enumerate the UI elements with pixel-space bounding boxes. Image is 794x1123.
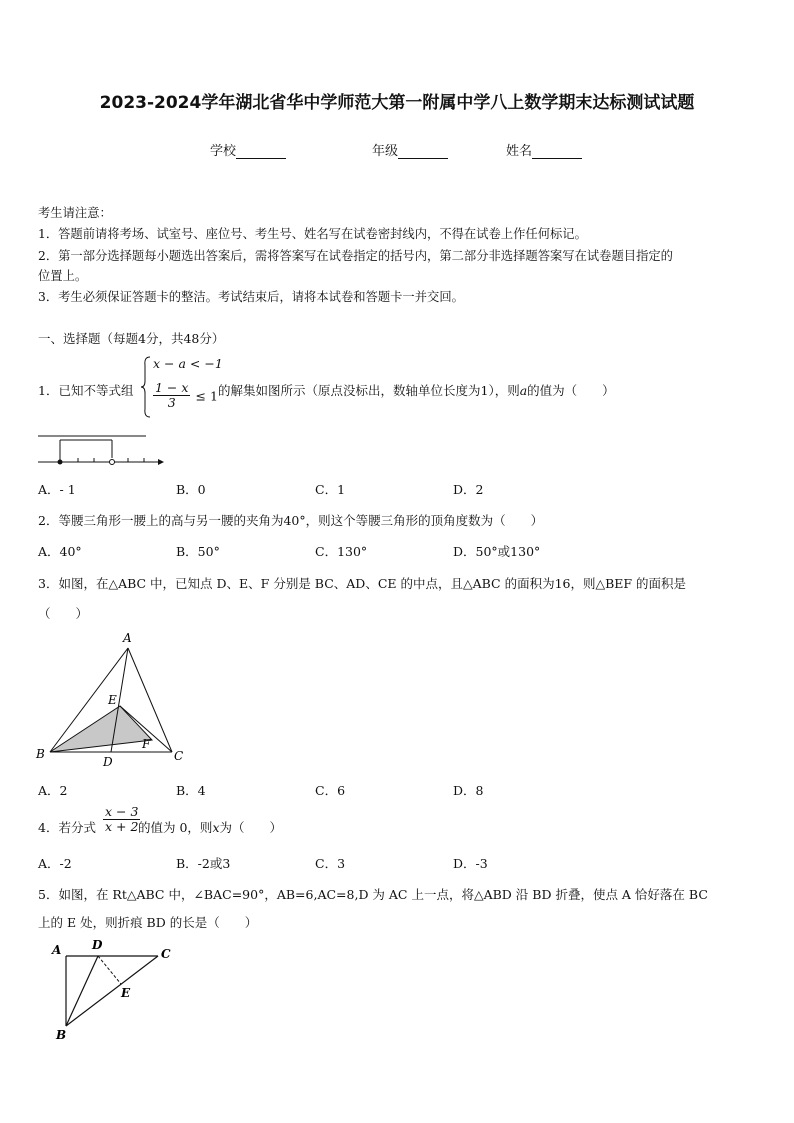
q4-var: x [212,820,220,835]
q4-option-c: C．3 [315,856,346,871]
q4-text [138,818,282,836]
q2-option-c: C．130° [315,544,368,559]
q1-suffix-2: 的值为（ ） [527,383,615,398]
q5-label-e: E [121,986,131,1000]
section-heading: 一、选择题（每题4分，共48分） [38,331,225,346]
q3-label-b: B [36,747,45,761]
school-blank [236,145,286,159]
q5-text-line-1: 5．如图，在 Rt△ABC 中，∠BAC=90°，AB=6,AC=8,D 为 AC 上一点，将△ABD 沿 BD 折叠，使点 A 恰好落在 BC [38,887,708,902]
name-field [506,140,582,159]
grade-field [372,140,448,159]
q3-label-a: A [123,631,132,645]
q5-label-a: A [52,943,62,957]
q5-label-b: B [56,1028,67,1042]
name-blank [532,145,582,159]
notice-item-3: 3．考生必须保证答题卡的整洁。考试结束后，请将本试卷和答题卡一并交回。 [38,290,464,304]
q4-prefix: 4．若分式 [38,820,96,835]
q3-option-b: B．4 [176,783,206,798]
q1-option-b: B．0 [176,482,206,497]
q1-ineq-2 [153,381,218,411]
q4-fraction [103,805,140,835]
notice-heading: 考生请注意： [38,206,112,220]
q5-label-d: D [92,938,103,952]
q3-label-c: C [174,749,184,763]
q1-ineq-2-frac [153,381,190,411]
q5-text-line-2: 上的 E 处，则折痕 BD 的长是（ ） [38,915,258,930]
q5-triangle-figure [46,938,182,1044]
q4-frac [103,805,140,835]
name-label: 姓名 [506,144,533,159]
school-label: 学校 [210,144,237,159]
q2-text: 2．等腰三角形一腰上的高与另一腰的夹角为40°，则这个等腰三角形的顶角度数为（ ） [38,513,544,528]
q3-text-line-1: 3．如图，在△ABC 中，已知点 D、E、F 分别是 BC、AD、CE 的中点，且△ABC 的面积为16，则△BEF 的面积是 [38,576,687,591]
q4-suffix: 的值为 0，则 [138,820,213,835]
q4-option-d: D．-3 [453,856,488,871]
q4-frac-den: x + 2 [105,819,139,835]
q3-option-c: C．6 [315,783,346,798]
q3-label-e: E [108,693,117,707]
q1-option-c: C．1 [315,482,346,497]
q1-option-d: D．2 [453,482,484,497]
q1-ineq-2-rel: ≤ 1 [195,388,218,404]
q3-label-d: D [103,755,113,769]
q1-var: a [519,383,528,398]
q1-text [218,381,615,399]
q4-option-b: B．-2或3 [176,856,231,871]
notice-item-2-cont: 位置上。 [38,269,88,283]
q2-option-a: A．40° [38,544,82,559]
q2-option-b: B．50° [176,544,220,559]
q3-option-d: D．8 [453,783,484,798]
q1-number-line-figure [36,428,164,470]
q1-frac-num: 1 − x [155,380,189,395]
q3-text-line-2: （ ） [38,606,89,621]
q4-option-a: A．-2 [38,856,72,871]
q1-ineq-1: x − a < −1 [153,356,223,371]
q1-option-a: A．- 1 [38,482,76,497]
q2-option-d: D．50°或130° [453,544,541,559]
q3-option-a: A．2 [38,783,68,798]
q1-prefix: 1．已知不等式组 [38,383,134,398]
q1-suffix: 的解集如图所示（原点没标出，数轴单位长度为1），则 [218,383,520,398]
grade-label: 年级 [372,144,399,159]
school-field [210,140,286,159]
grade-blank [398,145,448,159]
notice-item-1: 1．答题前请将考场、试室号、座位号、考生号、姓名写在试卷密封线内，不得在试卷上作任何标记。 [38,227,587,241]
q3-triangle-figure [30,628,200,770]
notice-item-2: 2．第一部分选择题每小题选出答案后，需将答案写在试卷指定的括号内，第二部分非选择题答案写在试卷题目指定的 [38,249,673,263]
q1-frac-den: 3 [167,395,176,411]
q3-label-f: F [142,737,151,751]
q4-frac-num: x − 3 [105,804,139,819]
q5-label-c: C [161,947,171,961]
q1-brace [140,355,152,419]
page-title: 2023-2024学年湖北省华中学师范大第一附属中学八上数学期末达标测试试题 [99,93,695,113]
q4-suffix-2: 为（ ） [219,820,283,835]
